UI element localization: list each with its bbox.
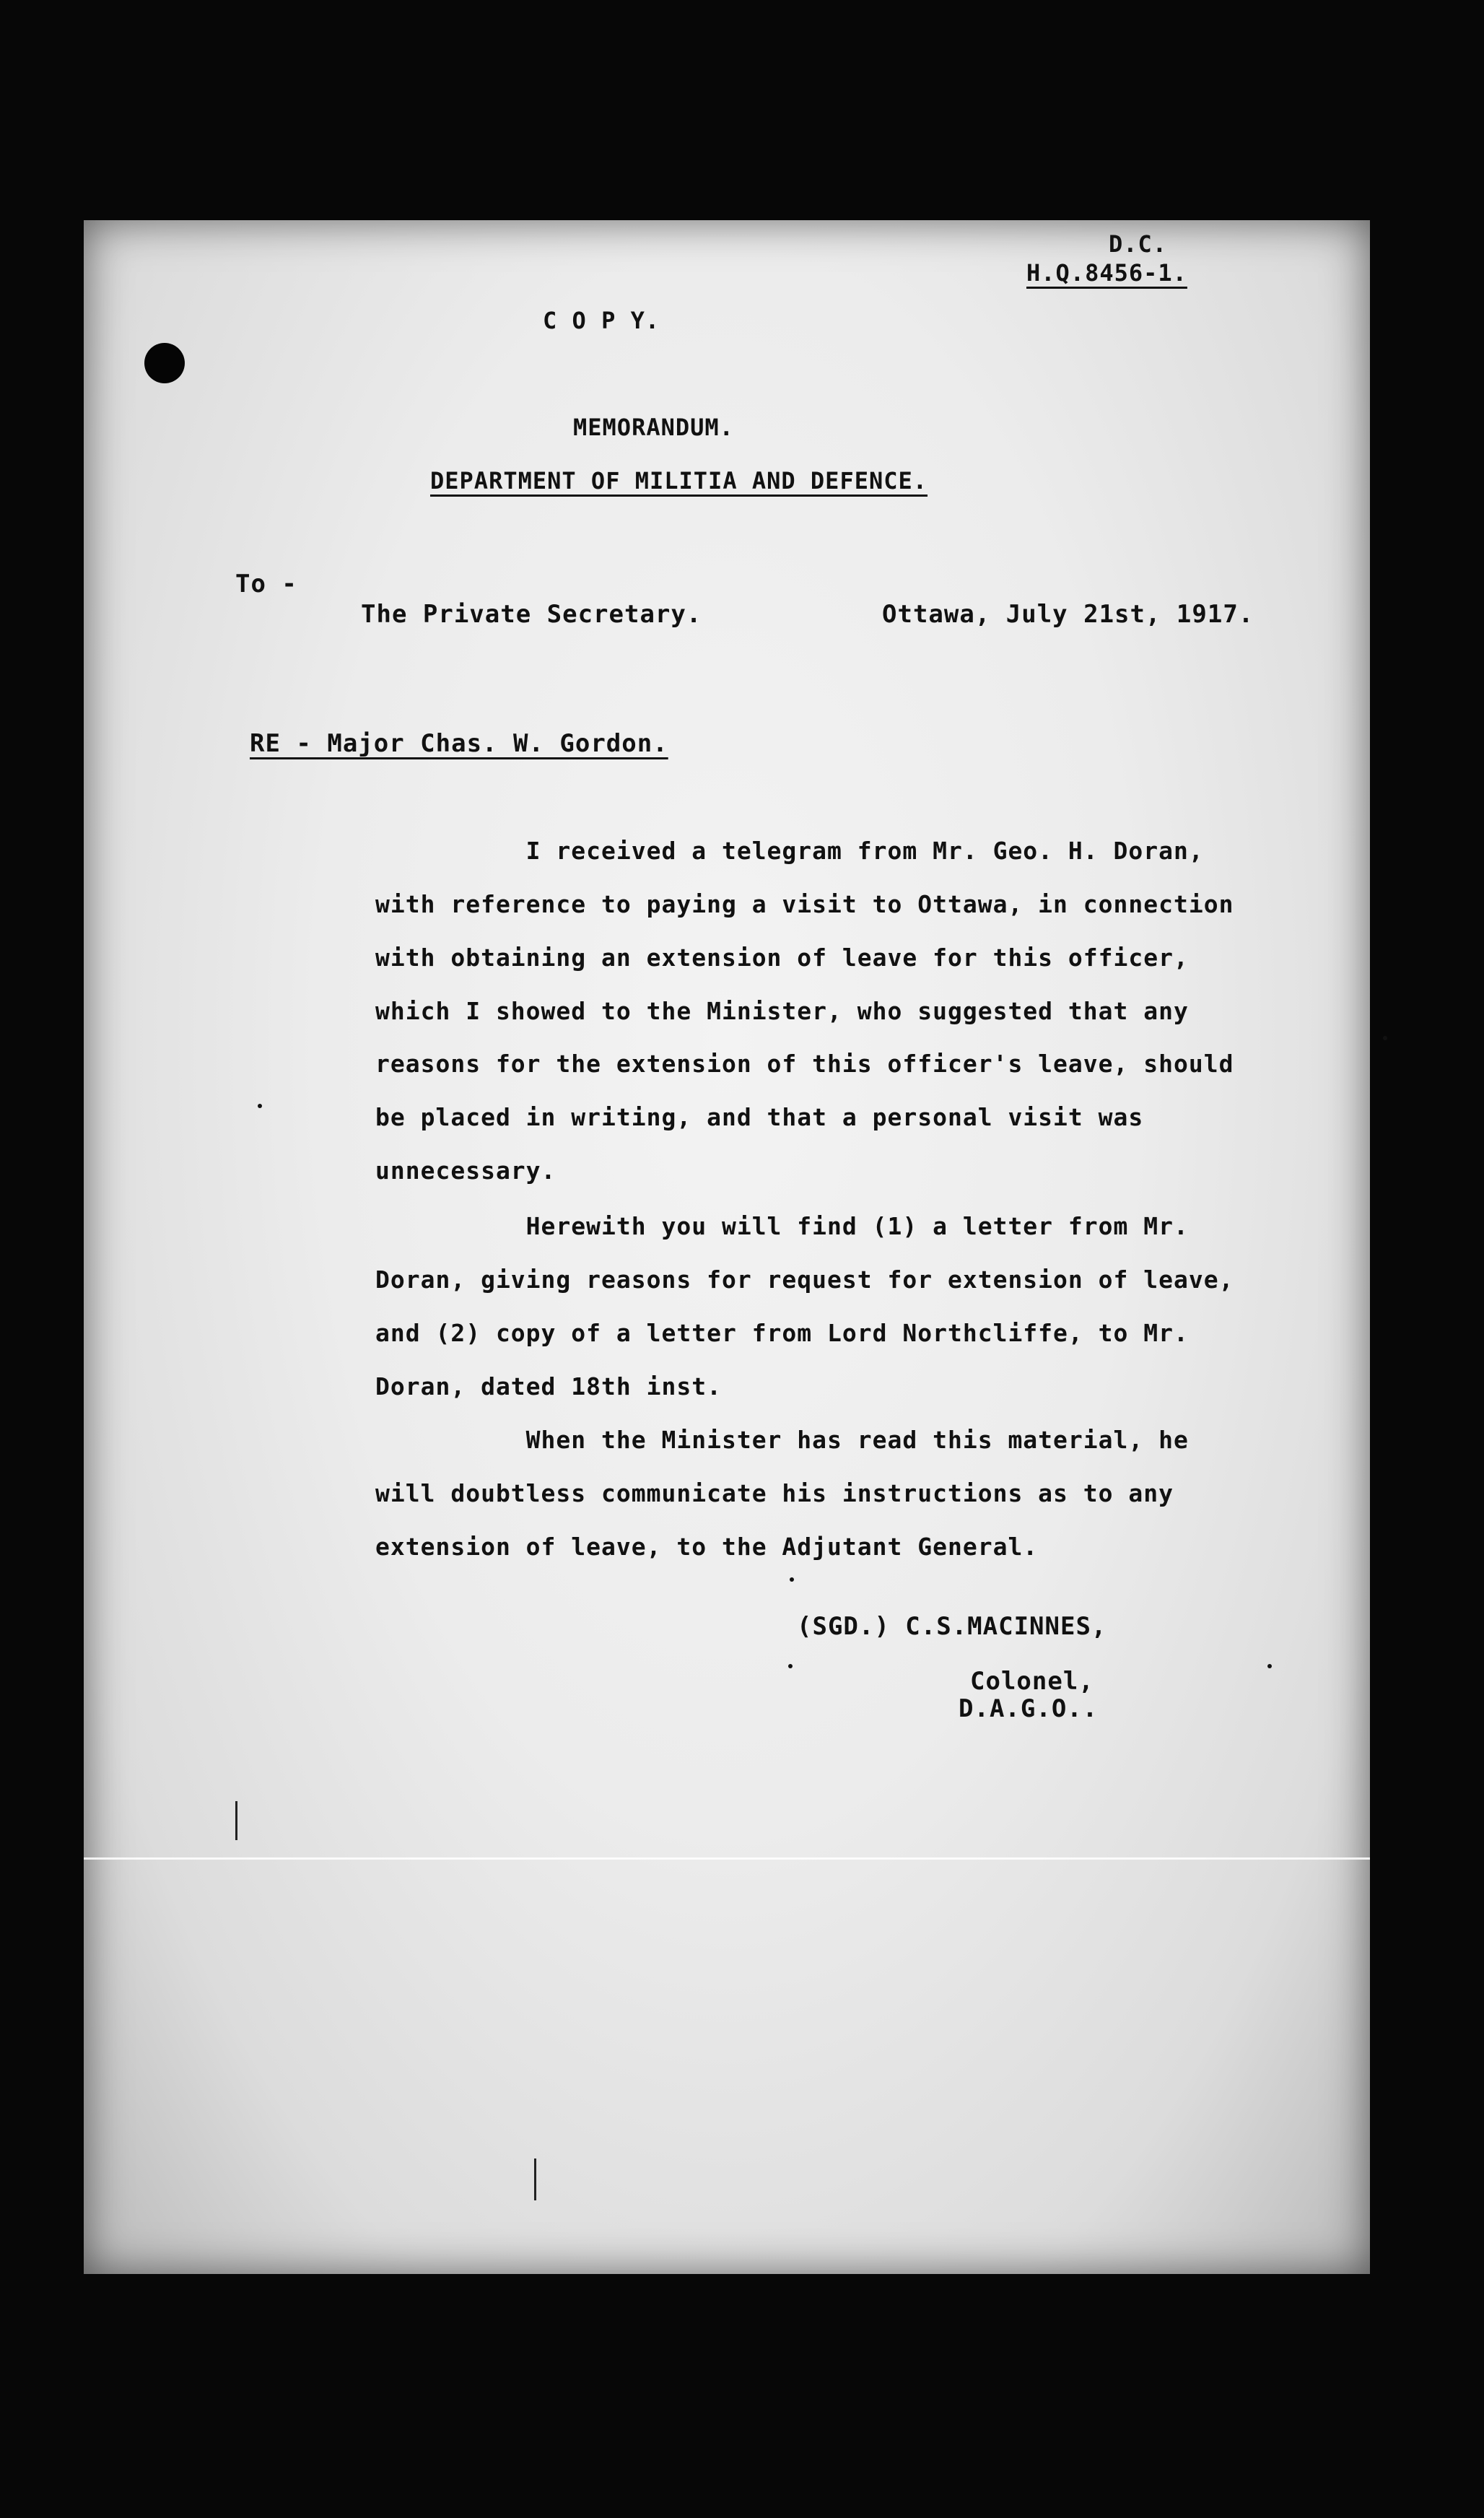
body-line: I received a telegram from Mr. Geo. H. Doran, <box>375 837 1204 865</box>
ink-speck <box>790 1577 794 1582</box>
ink-speck <box>788 1664 793 1668</box>
memorandum-heading: MEMORANDUM. <box>573 414 734 441</box>
ink-speck <box>1383 1036 1387 1040</box>
body-line: with reference to paying a visit to Ottawa, in connection <box>375 890 1234 918</box>
scratch-mark <box>235 1801 237 1840</box>
paper-fold-line <box>84 1857 1370 1860</box>
punch-hole <box>144 343 185 383</box>
file-ref-line1: D.C. <box>1109 230 1168 258</box>
body-line: and (2) copy of a letter from Lord Northcliffe, to Mr. <box>375 1319 1189 1347</box>
body-line: Doran, dated 18th inst. <box>375 1372 722 1400</box>
body-line: will doubtless communicate his instructions as to any <box>375 1479 1174 1507</box>
body-line: reasons for the extension of this officer's leave, should <box>375 1050 1234 1078</box>
body-line: Herewith you will find (1) a letter from Mr. <box>375 1212 1189 1240</box>
signature-title: D.A.G.O.. <box>959 1694 1099 1723</box>
place-date: Ottawa, July 21st, 1917. <box>882 600 1254 629</box>
department-heading: DEPARTMENT OF MILITIA AND DEFENCE. <box>430 467 928 495</box>
recipient: The Private Secretary. <box>361 600 702 629</box>
body-line: be placed in writing, and that a personal visit was <box>375 1103 1144 1131</box>
to-label: To - <box>235 570 297 598</box>
signature-line: (SGD.) C.S.MACINNES, <box>797 1612 1107 1641</box>
body-line: Doran, giving reasons for request for extension of leave, <box>375 1265 1234 1294</box>
body-line: When the Minister has read this material, he <box>375 1426 1189 1454</box>
copy-heading: C O P Y. <box>543 307 660 334</box>
body-line: with obtaining an extension of leave for this officer, <box>375 944 1189 972</box>
ink-speck <box>1267 1664 1272 1668</box>
file-ref-number: H.Q.8456-1. <box>1026 259 1187 287</box>
body-line: which I showed to the Minister, who suggested that any <box>375 997 1189 1025</box>
body-line: unnecessary. <box>375 1156 556 1185</box>
ink-speck <box>258 1104 262 1108</box>
signature-rank: Colonel, <box>970 1667 1094 1696</box>
document-page <box>84 220 1370 2274</box>
body-line: extension of leave, to the Adjutant General. <box>375 1533 1039 1561</box>
scratch-mark <box>534 2158 536 2200</box>
subject-line: RE - Major Chas. W. Gordon. <box>250 729 668 758</box>
